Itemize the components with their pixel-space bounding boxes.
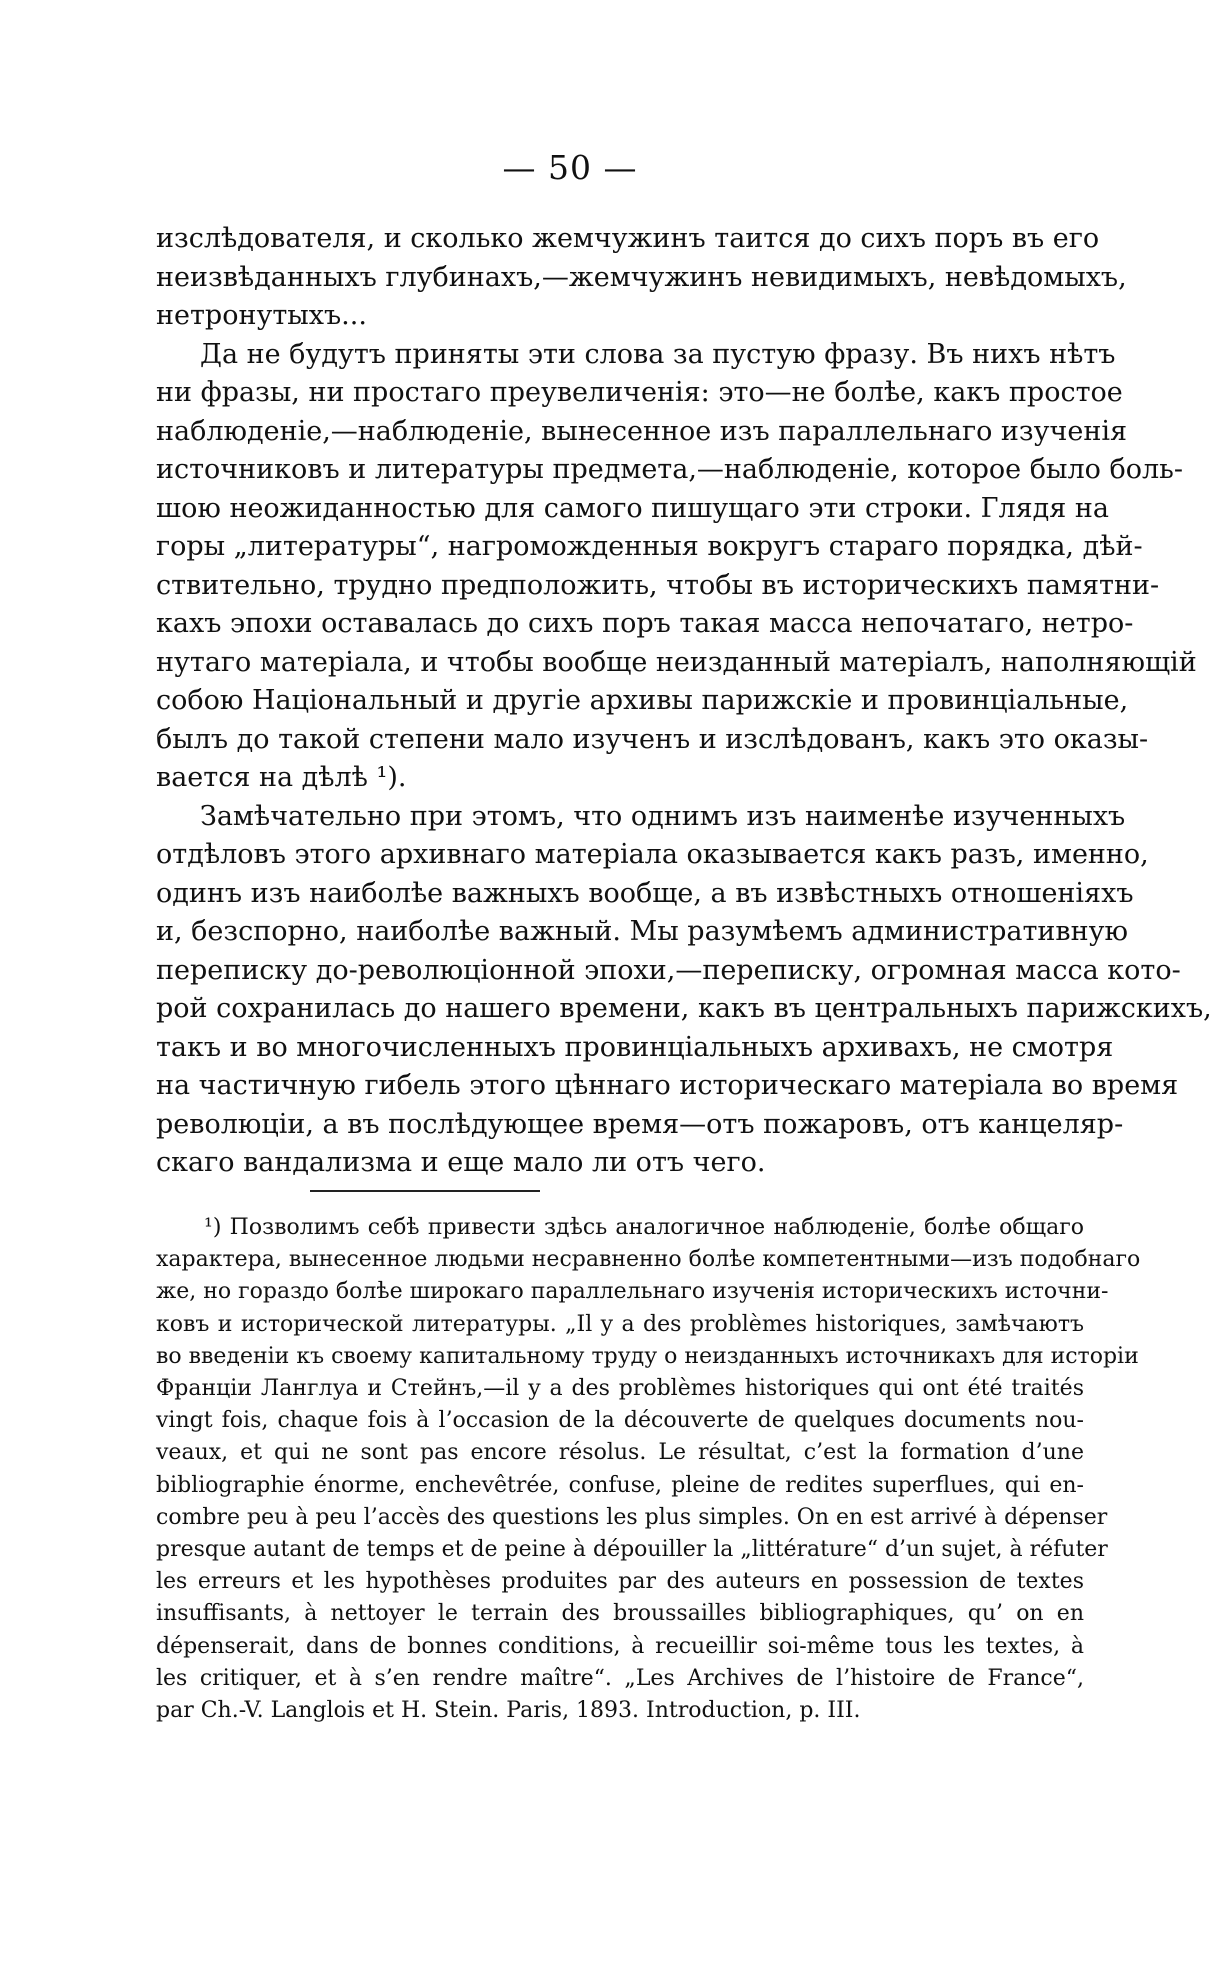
main-text-line: нетронутыхъ...	[156, 300, 367, 331]
footnote-line: bibliographie énorme, enchevêtrée, confuse, pleine de redites superflues, qui en-	[156, 1472, 1084, 1498]
main-text-line: скаго вандализма и еще мало ли отъ чего.	[156, 1147, 766, 1178]
main-text-line: кахъ эпохи оставалась до сихъ поръ такая масса непочатаго, нетро-	[156, 608, 1134, 639]
main-text-line: наблюденіе,—наблюденіе, вынесенное изъ параллельнаго изученія	[156, 415, 1128, 447]
main-text-line: Да не будутъ приняты эти слова за пустую фразу. Въ нихъ нѣтъ	[200, 338, 1116, 370]
main-text-line: революціи, а въ послѣдующее время—отъ пожаровъ, отъ канцеляр-	[156, 1108, 1124, 1140]
main-text-line: изслѣдователя, и сколько жемчужинъ таится до сихъ поръ въ его	[156, 223, 1100, 254]
footnote-line: ковъ и исторической литературы. „Il y a des problèmes historiques, замѣчаютъ	[156, 1311, 1084, 1337]
main-text-line: Замѣчательно при этомъ, что однимъ изъ наименѣе изученныхъ	[200, 800, 1126, 832]
main-text-line: былъ до такой степени мало изученъ и изслѣдованъ, какъ это оказы-	[156, 723, 1149, 755]
footnote-line: par Ch.-V. Langlois et H. Stein. Paris, 1893. Introduction, p. III.	[156, 1698, 861, 1724]
main-text-line: собою Національный и другіе архивы парижскіе и провинціальные,	[156, 685, 1129, 716]
main-text-line: рой сохранилась до нашего времени, какъ въ центральныхъ парижскихъ,	[156, 993, 1212, 1024]
footnote-line: же, но гораздо болѣе широкаго параллельнаго изученія историческихъ источни-	[156, 1279, 1109, 1305]
main-text-line: на частичную гибель этого цѣннаго историческаго матеріала во время	[156, 1070, 1179, 1101]
main-text-line: нутаго матеріала, и чтобы вообще неизданный матеріалъ, наполняющій	[156, 646, 1197, 678]
footnote-line: vingt fois, chaque fois à l’occasion de la découverte de quelques documents nou-	[156, 1408, 1084, 1434]
footnote-line: insuffisants, à nettoyer le terrain des broussailles bibliographiques, qu’ on en	[156, 1601, 1084, 1627]
main-text-line: ни фразы, ни простаго преувеличенія: это—не болѣе, какъ простое	[156, 377, 1123, 408]
footnote-line: combre peu à peu l’accès des questions les plus simples. On en est arrivé à dépenser	[156, 1504, 1108, 1530]
footnote-line: les erreurs et les hypothèses produites par des auteurs en possession de textes	[156, 1569, 1084, 1595]
footnote-line: ¹) Позволимъ себѣ привести здѣсь аналогичное наблюденіе, болѣе общаго	[204, 1215, 1084, 1240]
main-text-line: одинъ изъ наиболѣе важныхъ вообще, а въ извѣстныхъ отношеніяхъ	[156, 877, 1134, 909]
main-text	[156, 220, 1212, 1183]
footnote-line: les critiquer, et à s’en rendre maître“. „Les Archives de l’histoire de France“,	[156, 1665, 1084, 1691]
footnote-line: Франціи Ланглуа и Стейнъ,—il y a des problèmes historiques qui ont été traités	[156, 1376, 1084, 1402]
footnote-line: veaux, et qui ne sont pas encore résolus. Le résultat, c’est la formation d’une	[156, 1440, 1084, 1466]
main-text-line: источниковъ и литературы предмета,—наблюденіе, которое было боль-	[156, 454, 1183, 485]
footnote-line: во введеніи къ своему капитальному труду о неизданныхъ источникахъ для исторіи	[156, 1343, 1139, 1369]
main-text-line: вается на дѣлѣ ¹).	[156, 762, 407, 793]
footnote-divider	[310, 1190, 540, 1192]
footnote-line: presque autant de temps et de peine à dépouiller la „littérature“ d’un sujet, à réfuter	[156, 1537, 1108, 1563]
footnote-line: характера, вынесенное людьми несравненно болѣе компетентными—изъ подобнаго	[156, 1247, 1141, 1273]
footnote	[156, 1212, 1141, 1727]
main-text-line: переписку до-революціонной эпохи,—переписку, огромная масса кото-	[156, 954, 1181, 986]
main-text-line: отдѣловъ этого архивнаго матеріала оказывается какъ разъ, именно,	[156, 839, 1149, 870]
main-text-line: ствительно, трудно предположить, чтобы въ историческихъ памятни-	[156, 569, 1160, 601]
main-text-line: и, безспорно, наиболѣе важный. Мы разумѣемъ административную	[156, 916, 1128, 947]
page-number: — 50 —	[502, 148, 638, 187]
main-text-line: горы „литературы“, нагроможденныя вокругъ стараго порядка, дѣй-	[156, 531, 1143, 562]
main-text-line: такъ и во многочисленныхъ провинціальныхъ архивахъ, не смотря	[156, 1031, 1114, 1063]
main-text-line: шою неожиданностью для самого пишущаго эти строки. Глядя на	[156, 492, 1110, 524]
footnote-line: dépenserait, dans de bonnes conditions, à recueillir soi-même tous les textes, à	[156, 1633, 1084, 1659]
main-text-line: неизвѣданныхъ глубинахъ,—жемчужинъ невидимыхъ, невѣдомыхъ,	[156, 261, 1127, 293]
